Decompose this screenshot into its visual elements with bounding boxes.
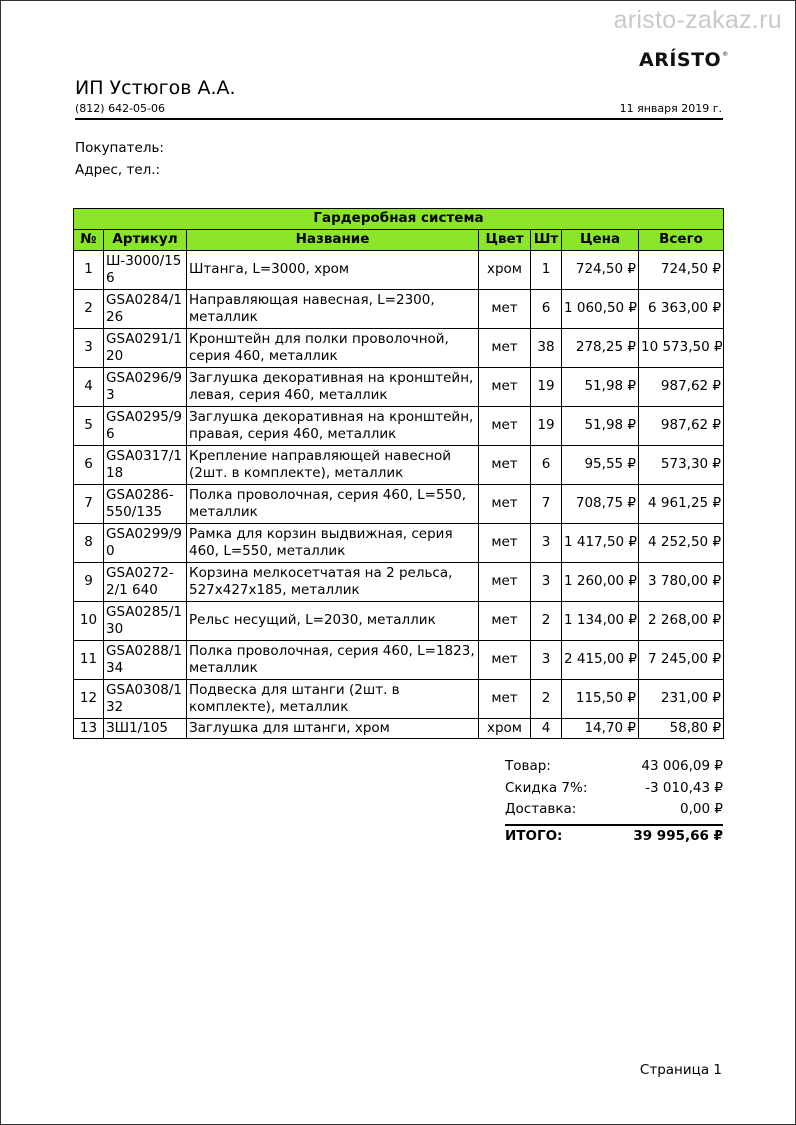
row-number: 13 (74, 719, 104, 739)
row-color: мет (479, 602, 531, 641)
buyer-label: Покупатель: (75, 140, 164, 156)
row-number: 10 (74, 602, 104, 641)
row-total: 573,30 ₽ (639, 446, 724, 485)
column-header-quantity: Шт (531, 230, 562, 251)
table-row (74, 563, 724, 602)
row-color: мет (479, 446, 531, 485)
table-row (74, 641, 724, 680)
row-quantity: 3 (531, 563, 562, 602)
column-header-total: Всего (639, 230, 724, 251)
row-color: мет (479, 329, 531, 368)
row-quantity: 19 (531, 407, 562, 446)
row-article: GSA0317/118 (104, 446, 187, 485)
aristo-logo (639, 49, 728, 71)
company-name: ИП Устюгов А.А. (75, 77, 236, 99)
logo-text: ARÍSTO (639, 49, 722, 71)
row-color: мет (479, 680, 531, 719)
row-article: GSA0285/130 (104, 602, 187, 641)
row-name: Рамка для корзин выдвижная, серия 460, L=550, металлик (187, 524, 479, 563)
row-price: 1 134,00 ₽ (562, 602, 639, 641)
row-price: 724,50 ₽ (562, 251, 639, 290)
grand-total-line (505, 827, 723, 845)
row-name: Корзина мелкосетчатая на 2 рельса, 527x427x185, металлик (187, 563, 479, 602)
watermark: aristo-zakaz.ru (613, 6, 782, 34)
row-number: 2 (74, 290, 104, 329)
table-row (74, 719, 724, 739)
row-quantity: 19 (531, 368, 562, 407)
row-article: GSA0299/90 (104, 524, 187, 563)
row-total: 10 573,50 ₽ (639, 329, 724, 368)
row-color: мет (479, 485, 531, 524)
row-quantity: 3 (531, 641, 562, 680)
row-quantity: 4 (531, 719, 562, 739)
totals-block (505, 756, 723, 845)
grand-total-value: 39 995,66 ₽ (633, 827, 723, 844)
row-article: GSA0272-2/1 640 (104, 563, 187, 602)
row-number: 9 (74, 563, 104, 602)
row-number: 5 (74, 407, 104, 446)
table-row (74, 446, 724, 485)
row-total: 58,80 ₽ (639, 719, 724, 739)
row-name: Штанга, L=3000, хром (187, 251, 479, 290)
table-row (74, 680, 724, 719)
address-label: Адрес, тел.: (75, 162, 161, 178)
table-row (74, 602, 724, 641)
row-color: хром (479, 719, 531, 739)
row-total: 987,62 ₽ (639, 407, 724, 446)
row-quantity: 2 (531, 680, 562, 719)
row-price: 95,55 ₽ (562, 446, 639, 485)
row-color: мет (479, 368, 531, 407)
row-name: Полка проволочная, серия 460, L=1823, металлик (187, 641, 479, 680)
row-price: 115,50 ₽ (562, 680, 639, 719)
table-row (74, 290, 724, 329)
grand-total-label: ИТОГО: (505, 827, 563, 844)
items-table-body (74, 251, 724, 739)
discount-label: Скидка 7%: (505, 779, 588, 796)
column-header-price: Цена (562, 230, 639, 251)
row-name: Кронштейн для полки проволочной, серия 460, металлик (187, 329, 479, 368)
totals-divider (505, 824, 723, 826)
row-number: 4 (74, 368, 104, 407)
row-price: 51,98 ₽ (562, 407, 639, 446)
table-group-title: Гардеробная система (74, 209, 724, 230)
row-color: мет (479, 524, 531, 563)
row-article: GSA0295/96 (104, 407, 187, 446)
row-name: Заглушка декоративная на кронштейн, правая, серия 460, металлик (187, 407, 479, 446)
row-number: 6 (74, 446, 104, 485)
row-name: Крепление направляющей навесной (2шт. в комплекте), металлик (187, 446, 479, 485)
row-total: 987,62 ₽ (639, 368, 724, 407)
header-divider (75, 118, 723, 120)
row-quantity: 2 (531, 602, 562, 641)
row-total: 4 252,50 ₽ (639, 524, 724, 563)
row-price: 51,98 ₽ (562, 368, 639, 407)
row-total: 724,50 ₽ (639, 251, 724, 290)
row-name: Полка проволочная, серия 460, L=550, металлик (187, 485, 479, 524)
row-quantity: 6 (531, 290, 562, 329)
company-phone: (812) 642-05-06 (75, 102, 166, 115)
row-number: 3 (74, 329, 104, 368)
row-price: 1 260,00 ₽ (562, 563, 639, 602)
goods-value: 43 006,09 ₽ (641, 758, 723, 774)
row-price: 1 417,50 ₽ (562, 524, 639, 563)
row-total: 4 961,25 ₽ (639, 485, 724, 524)
page-number: Страница 1 (639, 1062, 722, 1078)
goods-label: Товар: (505, 758, 551, 774)
table-row (74, 407, 724, 446)
discount-value: -3 010,43 ₽ (645, 779, 723, 796)
table-row (74, 485, 724, 524)
row-name: Заглушка декоративная на кронштейн, левая, серия 460, металлик (187, 368, 479, 407)
table-row (74, 524, 724, 563)
document-date: 11 января 2019 г. (619, 102, 722, 115)
row-name: Направляющая навесная, L=2300, металлик (187, 290, 479, 329)
row-name: Заглушка для штанги, хром (187, 719, 479, 739)
row-price: 2 415,00 ₽ (562, 641, 639, 680)
row-article: GSA0284/126 (104, 290, 187, 329)
row-number: 1 (74, 251, 104, 290)
row-article: ЗШ1/105 (104, 719, 187, 739)
column-header-color: Цвет (479, 230, 531, 251)
row-quantity: 7 (531, 485, 562, 524)
row-number: 11 (74, 641, 104, 680)
row-name: Рельс несущий, L=2030, металлик (187, 602, 479, 641)
row-price: 14,70 ₽ (562, 719, 639, 739)
row-article: GSA0308/132 (104, 680, 187, 719)
row-article: GSA0296/93 (104, 368, 187, 407)
table-row (74, 251, 724, 290)
row-number: 8 (74, 524, 104, 563)
row-total: 231,00 ₽ (639, 680, 724, 719)
row-color: мет (479, 407, 531, 446)
logo-registered-mark: ® (722, 51, 729, 58)
row-number: 7 (74, 485, 104, 524)
row-quantity: 38 (531, 329, 562, 368)
discount-line (505, 778, 723, 800)
column-header-name: Название (187, 230, 479, 251)
row-total: 3 780,00 ₽ (639, 563, 724, 602)
row-price: 708,75 ₽ (562, 485, 639, 524)
row-color: хром (479, 251, 531, 290)
goods-total-line (505, 756, 723, 778)
row-quantity: 6 (531, 446, 562, 485)
row-number: 12 (74, 680, 104, 719)
row-quantity: 3 (531, 524, 562, 563)
row-price: 1 060,50 ₽ (562, 290, 639, 329)
row-article: Ш-3000/156 (104, 251, 187, 290)
row-total: 6 363,00 ₽ (639, 290, 724, 329)
column-header-article: Артикул (104, 230, 187, 251)
row-total: 7 245,00 ₽ (639, 641, 724, 680)
row-article: GSA0288/134 (104, 641, 187, 680)
table-row (74, 368, 724, 407)
row-name: Подвеска для штанги (2шт. в комплекте), металлик (187, 680, 479, 719)
row-article: GSA0291/120 (104, 329, 187, 368)
delivery-line (505, 799, 723, 821)
row-color: мет (479, 641, 531, 680)
items-table (73, 208, 724, 739)
delivery-label: Доставка: (505, 801, 577, 817)
row-quantity: 1 (531, 251, 562, 290)
row-color: мет (479, 563, 531, 602)
row-price: 278,25 ₽ (562, 329, 639, 368)
row-total: 2 268,00 ₽ (639, 602, 724, 641)
row-color: мет (479, 290, 531, 329)
table-row (74, 329, 724, 368)
delivery-value: 0,00 ₽ (680, 801, 723, 817)
column-header-number: № (74, 230, 104, 251)
row-article: GSA0286-550/135 (104, 485, 187, 524)
